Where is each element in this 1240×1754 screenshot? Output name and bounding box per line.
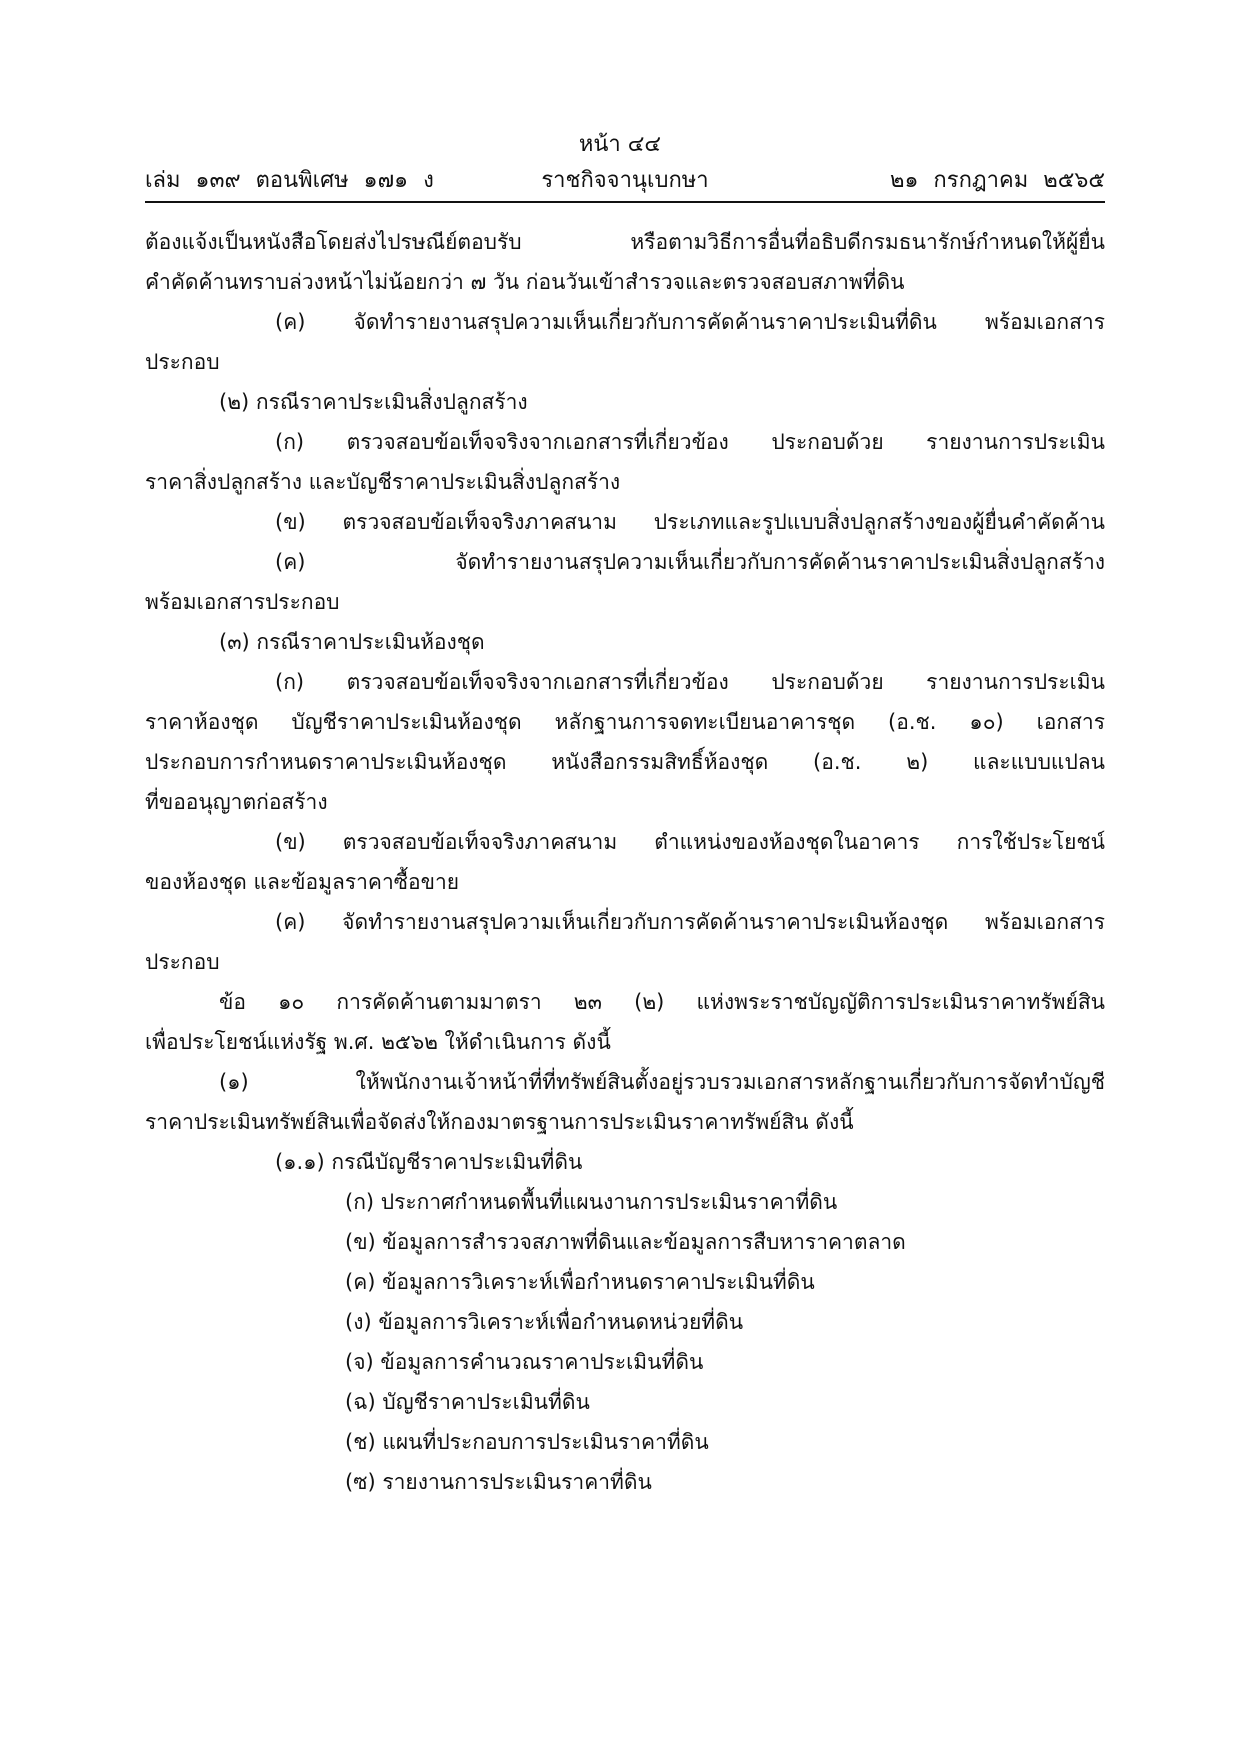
- text-line: คำคัดค้านทราบล่วงหน้าไม่น้อยกว่า ๗ วัน ก่อนวันเข้าสำรวจและตรวจสอบสภาพที่ดิน: [145, 270, 905, 294]
- text-line: (ค) จัดทำรายงานสรุปความเห็นเกี่ยวกับการคัดค้านราคาประเมินสิ่งปลูกสร้าง: [275, 550, 1105, 574]
- text-line: ราคาสิ่งปลูกสร้าง และบัญชีราคาประเมินสิ่งปลูกสร้าง: [145, 470, 621, 494]
- list-item: (จ) ข้อมูลการคำนวณราคาประเมินที่ดิน: [345, 1350, 704, 1374]
- list-item: (ง) ข้อมูลการวิเคราะห์เพื่อกำหนดหน่วยที่ดิน: [345, 1310, 744, 1334]
- text-line: ราคาประเมินทรัพย์สินเพื่อจัดส่งให้กองมาตรฐานการประเมินราคาทรัพย์สิน ดังนี้: [145, 1110, 854, 1134]
- text-line: (๓) กรณีราคาประเมินห้องชุด: [219, 630, 485, 654]
- body-text: [145, 222, 1105, 1502]
- text-line: ประกอบการกำหนดราคาประเมินห้องชุด หนังสือกรรมสิทธิ์ห้องชุด (อ.ช. ๒) และแบบแปลน: [145, 750, 1105, 774]
- list-item: (ซ) รายงานการประเมินราคาที่ดิน: [345, 1470, 652, 1494]
- running-header: [145, 164, 1105, 198]
- list-item: (ก) ประกาศกำหนดพื้นที่แผนงานการประเมินราคาที่ดิน: [345, 1190, 838, 1214]
- text-line: (ค) จัดทำรายงานสรุปความเห็นเกี่ยวกับการคัดค้านราคาประเมินห้องชุด พร้อมเอกสาร: [275, 910, 1105, 934]
- text-line: ประกอบ: [145, 350, 220, 374]
- text-line: ประกอบ: [145, 950, 220, 974]
- text-line: เพื่อประโยชน์แห่งรัฐ พ.ศ. ๒๕๖๒ ให้ดำเนินการ ดังนี้: [145, 1030, 611, 1054]
- gazette-title: ราชกิจจานุเบกษา: [541, 168, 709, 193]
- text-line: ที่ขออนุญาตก่อสร้าง: [145, 790, 328, 814]
- text-line: ของห้องชุด และข้อมูลราคาซื้อขาย: [145, 870, 460, 894]
- text-line: ข้อ ๑๐ การคัดค้านตามมาตรา ๒๓ (๒) แห่งพระราชบัญญัติการประเมินราคาทรัพย์สิน: [219, 990, 1105, 1014]
- text-line: (๑.๑) กรณีบัญชีราคาประเมินที่ดิน: [275, 1150, 583, 1174]
- text-line: ต้องแจ้งเป็นหนังสือโดยส่งไปรษณีย์ตอบรับ หรือตามวิธีการอื่นที่อธิบดีกรมธนารักษ์กำหนดให้ผู้ยื่น: [145, 230, 1105, 254]
- header-divider: [145, 201, 1105, 203]
- text-line: (ค) จัดทำรายงานสรุปความเห็นเกี่ยวกับการคัดค้านราคาประเมินที่ดิน พร้อมเอกสาร: [275, 310, 1105, 334]
- text-line: (ข) ตรวจสอบข้อเท็จจริงภาคสนาม ประเภทและรูปแบบสิ่งปลูกสร้างของผู้ยื่นคำคัดค้าน: [275, 510, 1105, 534]
- list-item: (ค) ข้อมูลการวิเคราะห์เพื่อกำหนดราคาประเมินที่ดิน: [345, 1270, 815, 1294]
- page-number: หน้า ๔๔: [578, 132, 662, 157]
- text-line: (ข) ตรวจสอบข้อเท็จจริงภาคสนาม ตำแหน่งของห้องชุดในอาคาร การใช้ประโยชน์: [275, 830, 1105, 854]
- text-line: (๑) ให้พนักงานเจ้าหน้าที่ที่ทรัพย์สินตั้งอยู่รวบรวมเอกสารหลักฐานเกี่ยวกับการจัดทำบัญชี: [219, 1070, 1105, 1094]
- text-line: ราคาห้องชุด บัญชีราคาประเมินห้องชุด หลักฐานการจดทะเบียนอาคารชุด (อ.ช. ๑๐) เอกสาร: [145, 710, 1105, 734]
- list-item: (ช) แผนที่ประกอบการประเมินราคาที่ดิน: [345, 1430, 709, 1454]
- text-line: (๒) กรณีราคาประเมินสิ่งปลูกสร้าง: [219, 390, 528, 414]
- list-item: (ข) ข้อมูลการสำรวจสภาพที่ดินและข้อมูลการสืบหาราคาตลาด: [345, 1230, 906, 1254]
- text-line: พร้อมเอกสารประกอบ: [145, 590, 340, 614]
- publication-date: ๒๑ กรกฎาคม ๒๕๖๕: [889, 168, 1105, 193]
- volume-issue: เล่ม ๑๓๙ ตอนพิเศษ ๑๗๑ ง: [145, 168, 434, 193]
- text-line: (ก) ตรวจสอบข้อเท็จจริงจากเอกสารที่เกี่ยวข้อง ประกอบด้วย รายงานการประเมิน: [275, 430, 1105, 454]
- text-line: (ก) ตรวจสอบข้อเท็จจริงจากเอกสารที่เกี่ยวข้อง ประกอบด้วย รายงานการประเมิน: [275, 670, 1105, 694]
- list-item: (ฉ) บัญชีราคาประเมินที่ดิน: [345, 1390, 590, 1414]
